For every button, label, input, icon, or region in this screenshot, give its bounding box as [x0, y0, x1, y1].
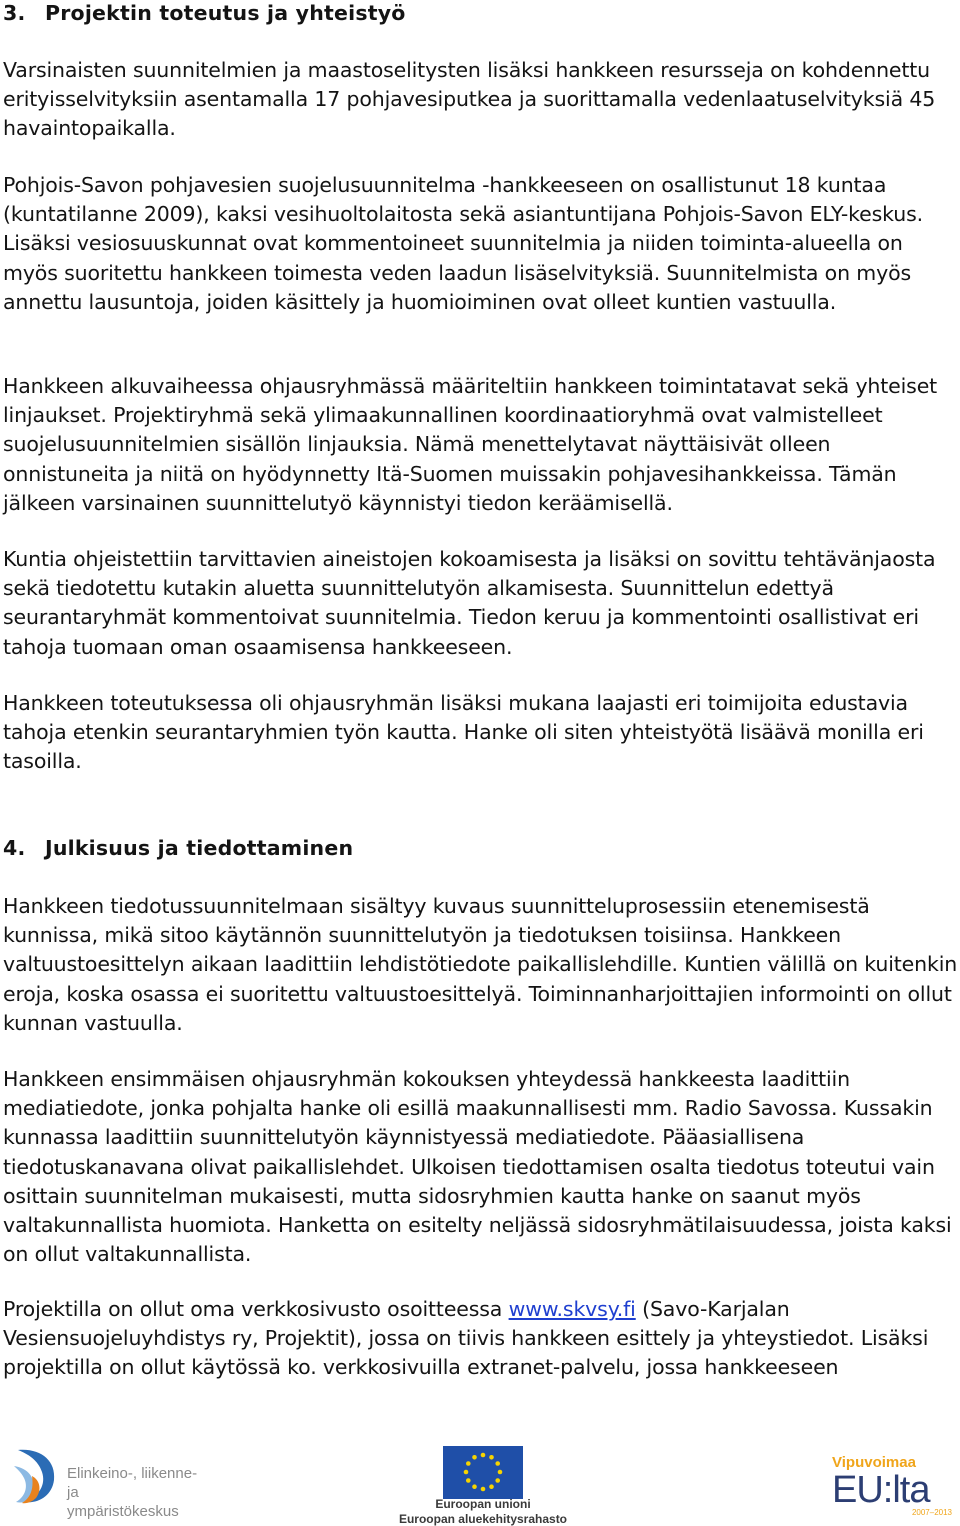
- section-4-heading: [3, 834, 353, 862]
- section-4-number: 4.: [3, 836, 26, 860]
- paragraph: Kuntia ohjeistettiin tarvittavien aineistojen kokoamisesta ja lisäksi on sovittu tehtävänjaosta sekä tiedotettu kutakin aluetta suunnittelutyön alkamisesta. Suunnittelun edettyä seurantaryhmät kommentoivat suunnitelmia. Tiedon keruu ja kommentointi osallistivat eri tahoja tuomaan oman osaamisensa hankkeeseen.: [3, 547, 936, 659]
- ely-logo-text: [67, 1464, 210, 1521]
- ely-logo-line1: Elinkeino-, liikenne- ja: [67, 1465, 198, 1501]
- vipuvoimaa-text: Vipuvoimaa: [832, 1454, 916, 1471]
- section-4-title: Julkisuus ja tiedottaminen: [45, 836, 354, 860]
- paragraph: Hankkeen tiedotussuunnitelmaan sisältyy kuvaus suunnitteluprosessiin etenemisestä kunnissa, mikä sitoo käytännön suunnittelutyön ja tiedotuksen toisiinsa. Hankkeen valtuustoesittelyn aikaan laadittiin lehdistötiedote paikallislehdille. Kuntien välillä on kuitenkin eroja, koska osassa ei suoritettu valtuustoesittelyä. Toiminnanharjoittajien informointi on ollut kunnan vastuulla.: [3, 894, 958, 1035]
- paragraph: Varsinaisten suunnitelmien ja maastoselitysten lisäksi hankkeen resursseja on kohdennettu erityisselvityksiin asentamalla 17 pohjavesiputkea ja suorittamalla vedenlaatuselvityksiä 45 havaintopaikalla.: [3, 58, 936, 141]
- section-3-heading: [3, 0, 406, 27]
- vipuvoimaa-eu-text: EU:lta: [832, 1469, 930, 1511]
- ely-emblem-icon: [10, 1446, 62, 1506]
- section-3-number: 3.: [3, 1, 26, 25]
- paragraph: [3, 1295, 960, 1383]
- paragraph: Pohjois-Savon pohjavesien suojelusuunnitelma -hankkeeseen on osallistunut 18 kuntaa (kuntatilanne 2009), kaksi vesihuoltolaitosta sekä asiantuntijana Pohjois-Savon ELY-keskus. Lisäksi vesiosuuskunnat ovat kommentoineet suunnitelmia ja niiden toiminta-alueella on myös suoritettu hankkeen toimesta veden laadun lisäselvityksiä. Suunnitelmista on myös annettu lausuntoja, joiden käsittely ja huomioiminen ovat olleet kuntien vastuulla.: [3, 173, 923, 314]
- paragraph: Hankkeen ensimmäisen ohjausryhmän kokouksen yhteydessä hankkeesta laadittiin mediatiedote, jonka pohjalta hanke oli esillä maakunnallisesti mm. Radio Savossa. Kussakin kunnassa laadittiin suunnittelutyön käynnistyessä mediatiedote. Pääasiallisena tiedotuskanavana olivat paikallislehdet. Ulkoisen tiedottamisen osalta tiedotus toteutui vain osittain suunnitelman mukaisesti, mutta sidosryhmien kautta hanke on saanut myös valtakunnallista huomiota. Hanketta on esitelty neljässä sidosryhmätilaisuudessa, joista kaksi on ollut valtakunnallista.: [3, 1067, 952, 1267]
- eu-logo-line1: Euroopan unioni: [435, 1497, 531, 1511]
- paragraph: Hankkeen toteutuksessa oli ohjausryhmän lisäksi mukana laajasti eri toimijoita edustavia tahoja etenkin seurantaryhmien työn kautta. Hanke oli siten yhteistyötä lisäävä monilla eri tasoilla.: [3, 691, 924, 774]
- eu-logo-line2: Euroopan aluekehitysrahasto: [398, 1512, 568, 1526]
- website-link[interactable]: www.skvsy.fi: [508, 1297, 636, 1321]
- eu-logo: [388, 1446, 578, 1526]
- ely-keskus-logo: [10, 1446, 210, 1520]
- paragraph-text: (Savo-Karjalan Vesiensuojeluyhdistys ry, Projektit), jossa on tiivis hankkeen esittely ja yhteystiedot. Lisäksi projektilla on ollut käytössä ko. verkkosivuilla extranet-palvelu, jossa hankkeeseen: [3, 1297, 929, 1380]
- vipuvoimaa-logo: [832, 1454, 958, 1523]
- eu-flag-icon: [443, 1446, 523, 1499]
- ely-logo-line2: ympäristökeskus: [67, 1503, 179, 1520]
- paragraph-text: Projektilla on ollut oma verkkosivusto osoitteessa: [3, 1297, 509, 1321]
- paragraph: Hankkeen alkuvaiheessa ohjausryhmässä määriteltiin hankkeen toimintatavat sekä yhteiset linjaukset. Projektiryhmä sekä ylimaakunnallinen koordinaatioryhmä ovat valmistelleet suojelusuunnitelmien sisällön linjauksia. Nämä menettelytavat näyttäisivät olleen onnistuneita ja niitä on hyödynnetty Itä-Suomen muissakin pohjavesihankkeissa. Tämän jälkeen varsinainen suunnittelutyö käynnistyi tiedon keräämisellä.: [3, 374, 938, 515]
- section-3-title: Projektin toteutus ja yhteistyö: [45, 1, 406, 25]
- footer-logos: [0, 1440, 960, 1526]
- vipuvoimaa-years: 2007–2013: [911, 1508, 952, 1517]
